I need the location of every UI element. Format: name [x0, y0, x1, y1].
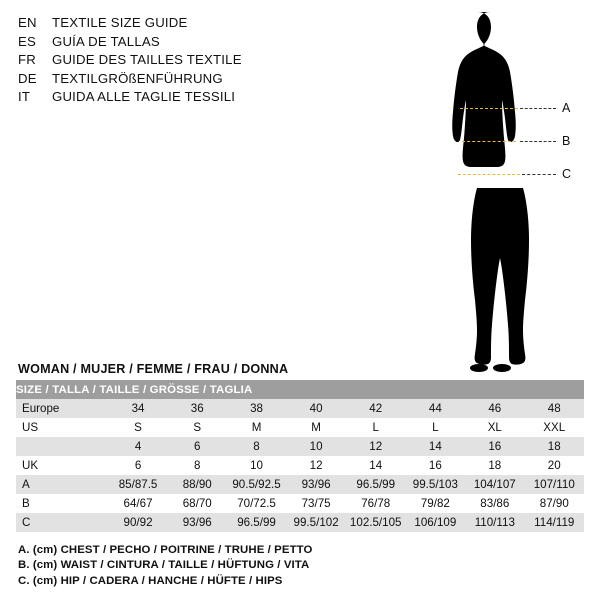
cell: 104/107 — [465, 475, 524, 494]
table-row — [16, 494, 584, 513]
cell: 38 — [227, 399, 287, 418]
legend-line-c: C. (cm) HIP / CADERA / HANCHE / HÜFTE / HIPS — [18, 574, 283, 587]
cell: 73/75 — [286, 494, 346, 513]
row-label: UK — [16, 456, 108, 475]
measurement-legend — [18, 543, 312, 589]
cell: 44 — [406, 399, 466, 418]
legend-line-a: A. (cm) CHEST / PECHO / POITRINE / TRUHE / PETTO — [18, 544, 313, 556]
cell: 114/119 — [525, 513, 584, 532]
table-row — [16, 456, 584, 475]
cell: 83/86 — [465, 494, 524, 513]
cell: 79/82 — [406, 494, 466, 513]
cell: 110/113 — [465, 513, 524, 532]
cell: L — [406, 418, 466, 437]
language-title: TEXTILGRÖßENFÜHRUNG — [52, 70, 223, 86]
size-table — [16, 380, 584, 532]
language-code: EN — [18, 15, 37, 30]
cell: 8 — [227, 437, 287, 456]
marker-label-a: A — [562, 101, 571, 115]
language-row — [18, 14, 318, 33]
cell: 93/96 — [168, 513, 227, 532]
language-title: TEXTILE SIZE GUIDE — [52, 15, 188, 30]
cell: 46 — [465, 399, 524, 418]
cell: 88/90 — [168, 475, 227, 494]
cell: 10 — [286, 437, 346, 456]
table-row — [16, 475, 584, 494]
cell: L — [346, 418, 406, 437]
group-title: WOMAN / MUJER / FEMME / FRAU / DONNA — [18, 362, 289, 376]
row-label: B — [16, 494, 108, 513]
woman-silhouette-icon — [430, 8, 550, 376]
cell: S — [108, 418, 167, 437]
cell: 18 — [465, 456, 524, 475]
cell: 107/110 — [525, 475, 584, 494]
legend-line-b: B. (cm) WAIST / CINTURA / TAILLE / HÜFTUNG / VITA — [18, 559, 310, 572]
language-header-block — [18, 14, 318, 107]
cell: 96.5/99 — [227, 513, 287, 532]
row-label: US — [16, 418, 108, 437]
waist-lead-line — [520, 141, 556, 142]
cell: 48 — [525, 399, 584, 418]
language-title: GUIDA ALLE TAGLIE TESSILI — [52, 89, 236, 105]
language-row — [18, 33, 318, 52]
hip-measure-line — [458, 174, 520, 175]
cell: 18 — [525, 437, 584, 456]
cell: 42 — [346, 399, 406, 418]
language-code: ES — [18, 33, 36, 49]
table-header-row — [16, 380, 584, 399]
cell: 14 — [346, 456, 406, 475]
cell: 16 — [465, 437, 524, 456]
cell: XL — [465, 418, 524, 437]
marker-label-c: C — [562, 167, 572, 181]
chest-measure-line — [460, 108, 518, 109]
table-row — [16, 437, 584, 456]
cell: 76/78 — [346, 494, 406, 513]
marker-label-b: B — [562, 134, 571, 148]
cell: 6 — [108, 456, 167, 475]
cell: 10 — [227, 456, 287, 475]
language-code: FR — [18, 52, 36, 68]
row-label: Europe — [16, 399, 108, 418]
cell: 102.5/105 — [346, 513, 406, 532]
chest-lead-line — [520, 108, 556, 109]
cell: 36 — [168, 399, 227, 418]
language-row — [18, 70, 318, 89]
language-title: GUIDE DES TAILLES TEXTILE — [52, 52, 242, 68]
cell: 14 — [406, 437, 466, 456]
row-label: C — [16, 513, 108, 532]
cell: M — [227, 418, 287, 437]
cell: 85/87.5 — [108, 475, 167, 494]
row-label: A — [16, 475, 108, 494]
table-row — [16, 399, 584, 418]
cell: 20 — [525, 456, 584, 475]
cell: 12 — [346, 437, 406, 456]
cell: 4 — [108, 437, 167, 456]
cell: 99.5/102 — [286, 513, 346, 532]
cell: 99.5/103 — [406, 475, 466, 494]
table-row — [16, 418, 584, 437]
cell: 93/96 — [286, 475, 346, 494]
cell: S — [168, 418, 227, 437]
language-row — [18, 51, 318, 70]
cell: 90/92 — [108, 513, 167, 532]
language-code: IT — [18, 89, 31, 105]
cell: XXL — [525, 418, 584, 437]
language-row — [18, 88, 318, 107]
cell: 12 — [286, 456, 346, 475]
language-title: GUÍA DE TALLAS — [52, 33, 160, 49]
cell: 40 — [286, 399, 346, 418]
row-label — [16, 437, 108, 456]
cell: 90.5/92.5 — [227, 475, 287, 494]
language-code: DE — [18, 70, 37, 86]
cell: 16 — [406, 456, 466, 475]
cell: 34 — [108, 399, 167, 418]
cell: M — [286, 418, 346, 437]
cell: 6 — [168, 437, 227, 456]
size-table-wrapper — [16, 380, 584, 532]
cell: 106/109 — [406, 513, 466, 532]
table-header-cell: SIZE / TALLA / TAILLE / GRÖSSE / TAGLIA — [16, 380, 584, 399]
table-row — [16, 513, 584, 532]
cell: 96.5/99 — [346, 475, 406, 494]
cell: 8 — [168, 456, 227, 475]
cell: 87/90 — [525, 494, 584, 513]
body-figure — [380, 8, 595, 378]
cell: 68/70 — [168, 494, 227, 513]
waist-measure-line — [462, 141, 516, 142]
cell: 64/67 — [108, 494, 167, 513]
cell: 70/72.5 — [227, 494, 287, 513]
hip-lead-line — [522, 174, 556, 175]
